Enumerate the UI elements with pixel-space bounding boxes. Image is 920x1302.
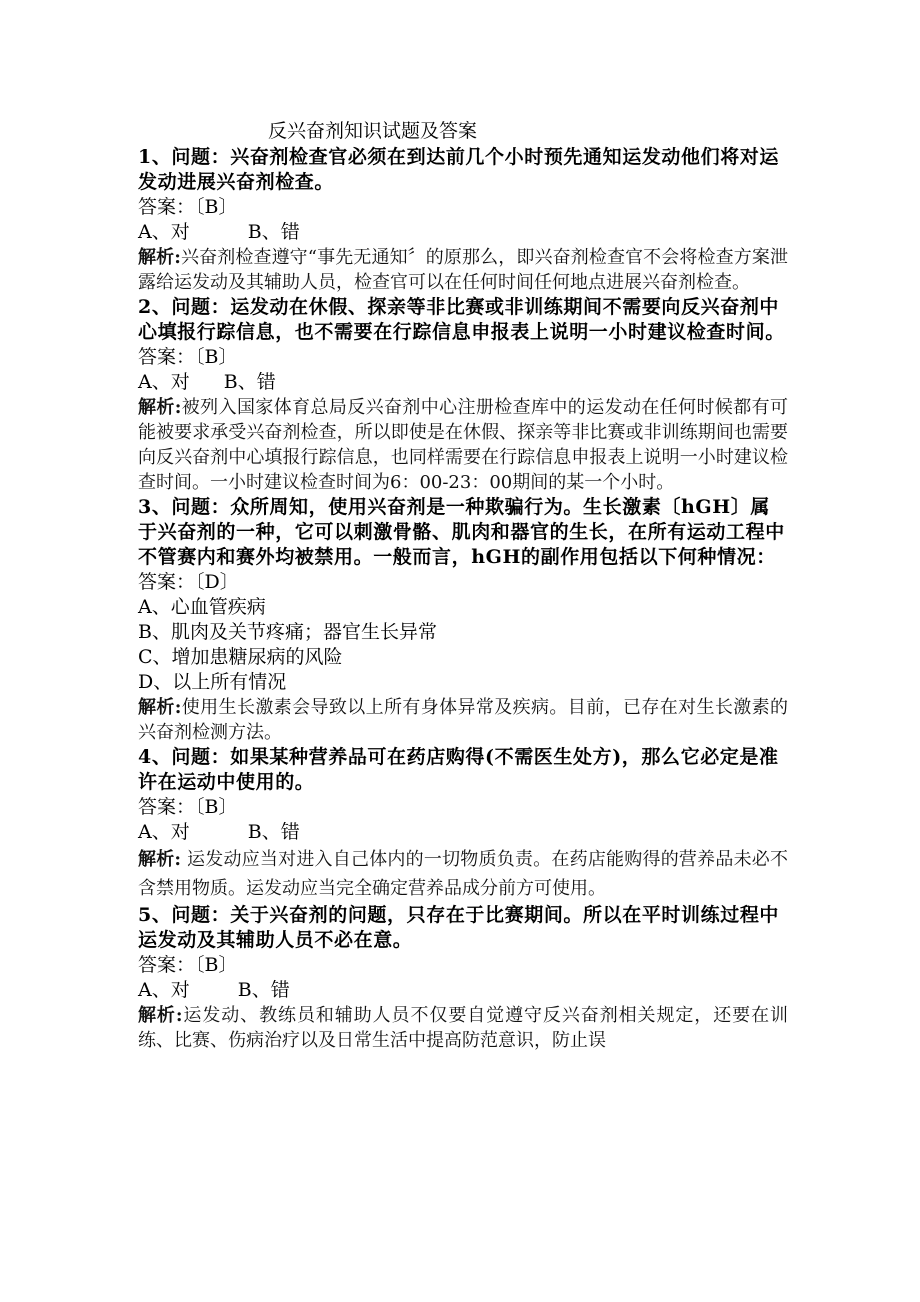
option-a: A、对: [138, 221, 190, 243]
options-row: [138, 370, 788, 395]
option-a: A、心血管疾病: [138, 596, 266, 618]
options-row: [138, 978, 788, 1003]
option-b: B、错: [247, 821, 300, 843]
explanation: [138, 245, 788, 295]
answer-line: 答案：〔B〕: [138, 796, 238, 818]
explanation-label: 解析:: [138, 1005, 183, 1026]
explanation-label: 解析:: [138, 397, 182, 418]
explanation-label: 解析:: [138, 697, 182, 718]
explanation-text: 运发动应当对进入自己体内的一切物质负责。在药店能购得的营养品未必不含禁用物质。运发动应当完全确定营养品成分前方可使用。: [138, 849, 789, 899]
question-5: [138, 903, 788, 1053]
explanation-text: 使用生长激素会导致以上所有身体异常及疾病。目前，已存在对生长激素的兴奋剂检测方法。: [138, 697, 788, 743]
option-b: B、错: [247, 221, 300, 243]
question-1: [138, 145, 788, 295]
explanation-label: 解析:: [138, 849, 182, 870]
question-text: 3、问题：众所周知，使用兴奋剂是一种欺骗行为。生长激素〔hGH〕属于兴奋剂的一种，它可以刺激骨骼、肌肉和器官的生长，在所有运动工程中不管赛内和赛外均被禁用。一般而言，hGH的副作用包括以下何种情况：: [138, 496, 785, 568]
question-text: 1、问题：兴奋剂检查官必须在到达前几个小时预先通知运发动他们将对运发动进展兴奋剂检查。: [138, 146, 780, 193]
explanation-label: 解析:: [138, 247, 181, 268]
question-4: [138, 745, 788, 903]
explanation-text: 运发动、教练员和辅助人员不仅要自觉遵守反兴奋剂相关规定，还要在训练、比赛、伤病治疗以及日常生活中提高防范意识，防止误: [138, 1005, 788, 1051]
question-text: 2、问题：运发动在休假、探亲等非比赛或非训练期间不需要向反兴奋剂中心填报行踪信息，也不需要在行踪信息申报表上说明一小时建议检查时间。: [138, 296, 785, 343]
question-2: [138, 295, 788, 495]
option-a: A、对: [138, 979, 190, 1001]
explanation: [138, 395, 788, 495]
option-b: B、错: [237, 979, 290, 1001]
answer-line: 答案：〔B〕: [138, 196, 238, 218]
options-row: [138, 220, 788, 245]
document-page: [138, 118, 788, 1053]
option-b: B、错: [223, 371, 276, 393]
option-a: A、对: [138, 371, 190, 393]
option-a: A、对: [138, 821, 190, 843]
explanation-text: 兴奋剂检查遵守“事先无通知〞的原那么，即兴奋剂检查官不会将检查方案泄露给运发动及其辅助人员，检查官可以在任何时间任何地点进展兴奋剂检查。: [138, 247, 788, 293]
options-row: [138, 820, 788, 845]
answer-line: 答案：〔D〕: [138, 571, 239, 593]
document-title: 反兴奋剂知识试题及答案: [268, 120, 478, 142]
explanation: [138, 1003, 788, 1053]
option-d: D、以上所有情况: [138, 671, 287, 693]
explanation: [138, 695, 788, 745]
explanation: [138, 845, 788, 903]
question-3: [138, 495, 788, 745]
explanation-text: 被列入国家体育总局反兴奋剂中心注册检查库中的运发动在任何时候都有可能被要求承受兴奋剂检查，所以即使是在休假、探亲等非比赛或非训练期间也需要向反兴奋剂中心填报行踪信息，也同样需要在行踪信息申报表上说明一小时建议检查时间。一小时建议检查时间为6：00-23：00期间的某一个小时。: [138, 397, 788, 493]
question-text: 4、问题：如果某种营养品可在药店购得(不需医生处方)，那么它必定是准许在运动中使用的。: [138, 746, 779, 793]
option-c: C、增加患糖尿病的风险: [138, 646, 343, 668]
question-text: 5、问题：关于兴奋剂的问题，只存在于比赛期间。所以在平时训练过程中运发动及其辅助人员不必在意。: [138, 904, 780, 951]
answer-line: 答案：〔B〕: [138, 346, 238, 368]
answer-line: 答案：〔B〕: [138, 954, 238, 976]
option-b: B、肌肉及关节疼痛；器官生长异常: [138, 621, 437, 643]
